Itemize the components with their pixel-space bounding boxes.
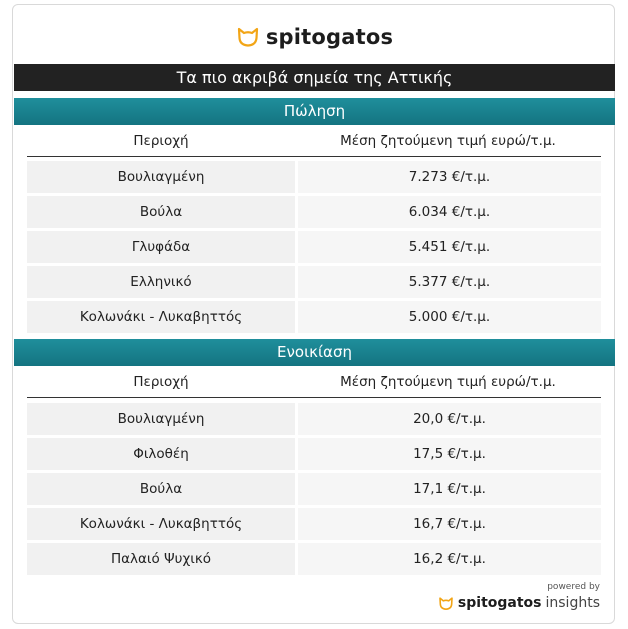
brand-name: spitogatos bbox=[265, 25, 394, 49]
area-cell: Ελληνικό bbox=[27, 266, 295, 298]
price-cell: 17,1 €/τ.μ. bbox=[298, 473, 601, 505]
table-row bbox=[27, 508, 601, 540]
price-cell: 5.377 €/τ.μ. bbox=[298, 266, 601, 298]
table-header-sale bbox=[27, 125, 601, 157]
table-row bbox=[27, 301, 601, 333]
area-cell: Κολωνάκι - Λυκαβηττός bbox=[27, 508, 295, 540]
table-row bbox=[27, 161, 601, 193]
cat-logo-icon bbox=[236, 26, 260, 48]
area-cell: Κολωνάκι - Λυκαβηττός bbox=[27, 301, 295, 333]
table-row bbox=[27, 196, 601, 228]
footer-brand-suffix: insights bbox=[545, 595, 600, 611]
column-header-price: Μέση ζητούμενη τιμή ευρώ/τ.μ. bbox=[340, 133, 556, 149]
infographic-card bbox=[12, 4, 615, 624]
area-cell: Βουλιαγμένη bbox=[27, 161, 295, 193]
header-logo bbox=[13, 23, 616, 51]
table-row bbox=[27, 438, 601, 470]
price-cell: 16,7 €/τ.μ. bbox=[298, 508, 601, 540]
column-header-area: Περιοχή bbox=[133, 374, 189, 390]
footer-brand-name: spitogatos bbox=[457, 595, 542, 611]
table-header-rent bbox=[27, 366, 601, 398]
price-cell: 5.000 €/τ.μ. bbox=[298, 301, 601, 333]
powered-by-label: powered by bbox=[547, 582, 600, 592]
price-cell: 17,5 €/τ.μ. bbox=[298, 438, 601, 470]
cat-logo-icon bbox=[438, 596, 454, 611]
area-cell: Φιλοθέη bbox=[27, 438, 295, 470]
area-cell: Παλαιό Ψυχικό bbox=[27, 543, 295, 575]
price-cell: 7.273 €/τ.μ. bbox=[298, 161, 601, 193]
table-row bbox=[27, 403, 601, 435]
price-cell: 16,2 €/τ.μ. bbox=[298, 543, 601, 575]
table-row bbox=[27, 266, 601, 298]
price-cell: 20,0 €/τ.μ. bbox=[298, 403, 601, 435]
section-header-sale: Πώληση bbox=[14, 98, 615, 125]
price-cell: 6.034 €/τ.μ. bbox=[298, 196, 601, 228]
table-row bbox=[27, 473, 601, 505]
area-cell: Βούλα bbox=[27, 473, 295, 505]
page-title: Τα πιο ακριβά σημεία της Αττικής bbox=[14, 64, 615, 91]
column-header-price: Μέση ζητούμενη τιμή ευρώ/τ.μ. bbox=[340, 374, 556, 390]
area-cell: Γλυφάδα bbox=[27, 231, 295, 263]
area-cell: Βουλιαγμένη bbox=[27, 403, 295, 435]
column-header-area: Περιοχή bbox=[133, 133, 189, 149]
table-row bbox=[27, 231, 601, 263]
footer-logo bbox=[438, 595, 600, 611]
area-cell: Βούλα bbox=[27, 196, 295, 228]
section-header-rent: Ενοικίαση bbox=[14, 339, 615, 366]
price-cell: 5.451 €/τ.μ. bbox=[298, 231, 601, 263]
table-row bbox=[27, 543, 601, 575]
